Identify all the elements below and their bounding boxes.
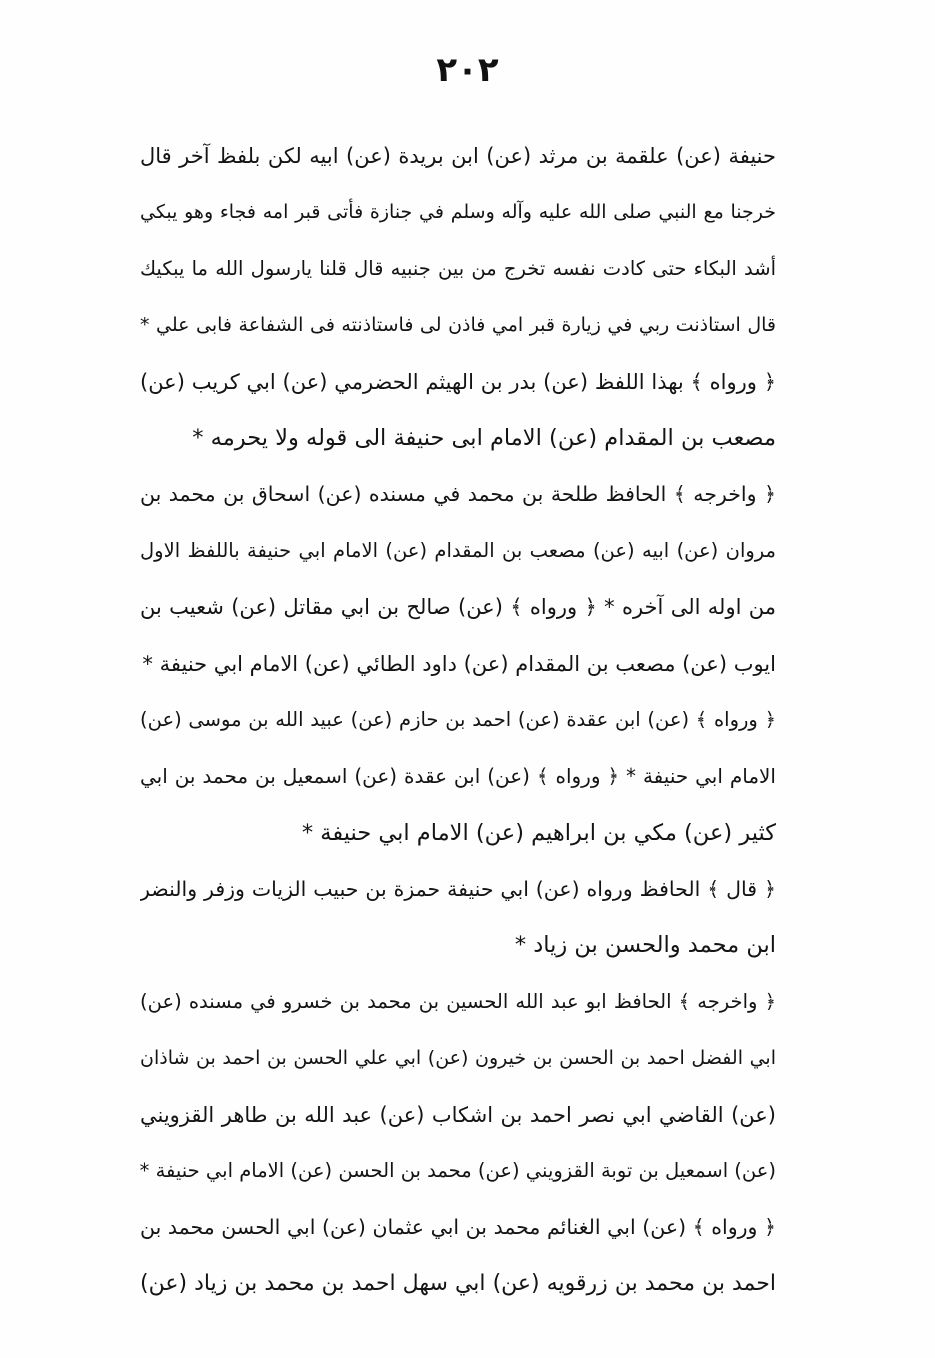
text-line: أشد البكاء حتى كادت نفسه تخرج من بين جنبيه قال قلنا يارسول الله ما يبكيك — [140, 256, 776, 280]
text-line: ﴿ ورواه ﴾ (عن) ابي الغنائم محمد بن ابي عثمان (عن) ابي الحسن محمد بن — [140, 1215, 776, 1240]
text-line: ابن محمد والحسن بن زياد * — [514, 932, 776, 959]
text-line: الامام ابي حنيفة * ﴿ ورواه ﴾ (عن) ابن عقدة (عن) اسمعيل بن محمد بن ابي — [140, 764, 776, 789]
body-text — [140, 128, 776, 1312]
text-line: ﴿ ورواه ﴾ (عن) ابن عقدة (عن) احمد بن حازم (عن) عبيد الله بن موسى (عن) — [140, 707, 776, 731]
text-line: ﴿ واخرجه ﴾ الحافظ ابو عبد الله الحسين بن محمد بن خسرو في مسنده (عن) — [140, 989, 776, 1013]
text-line: ايوب (عن) مصعب بن المقدام (عن) داود الطائي (عن) الامام ابي حنيفة * — [142, 651, 776, 676]
text-line: كثير (عن) مكي بن ابراهيم (عن) الامام ابي حنيفة * — [301, 819, 776, 846]
text-line: (عن) القاضي ابي نصر احمد بن اشكاب (عن) عبد الله بن طاهر القزويني — [140, 1102, 776, 1127]
text-line: ﴿ واخرجه ﴾ الحافظ طلحة بن محمد في مسنده (عن) اسحاق بن محمد بن — [140, 482, 776, 507]
text-line: مروان (عن) ابيه (عن) مصعب بن المقدام (عن) الامام ابي حنيفة باللفظ الاول — [140, 538, 776, 562]
text-line: مصعب بن المقدام (عن) الامام ابى حنيفة الى قوله ولا يحرمه * — [192, 424, 776, 451]
text-line: حنيفة (عن) علقمة بن مرثد (عن) ابن بريدة (عن) ابيه لكن بلفظ آخر قال — [140, 144, 776, 168]
text-line: ﴿ قال ﴾ الحافظ ورواه (عن) ابي حنيفة حمزة بن حبيب الزيات وزفر والنضر — [140, 877, 776, 902]
text-line: ﴿ ورواه ﴾ بهذا اللفظ (عن) بدر بن الهيثم الحضرمي (عن) ابي كريب (عن) — [140, 369, 776, 394]
page-number: ٢٠٢ — [436, 50, 499, 90]
text-line: (عن) اسمعيل بن توبة القزويني (عن) محمد بن الحسن (عن) الامام ابي حنيفة * — [140, 1159, 776, 1183]
text-line: خرجنا مع النبي صلى الله عليه وآله وسلم في جنازة فأتى قبر امه فجاء وهو يبكي — [140, 201, 776, 224]
text-line: ابي الفضل احمد بن الحسن بن خيرون (عن) ابي علي الحسن بن احمد بن شاذان — [140, 1047, 776, 1070]
text-line: احمد بن محمد بن زرقويه (عن) ابي سهل احمد بن محمد بن زياد (عن) — [140, 1270, 776, 1296]
text-line: قال استاذنت ربي في زيارة قبر امي فاذن لى فاستاذنته فى الشفاعة فابى علي * — [140, 314, 776, 337]
text-line: من اوله الى آخره * ﴿ ورواه ﴾ (عن) صالح بن ابي مقاتل (عن) شعيب بن — [140, 595, 776, 620]
